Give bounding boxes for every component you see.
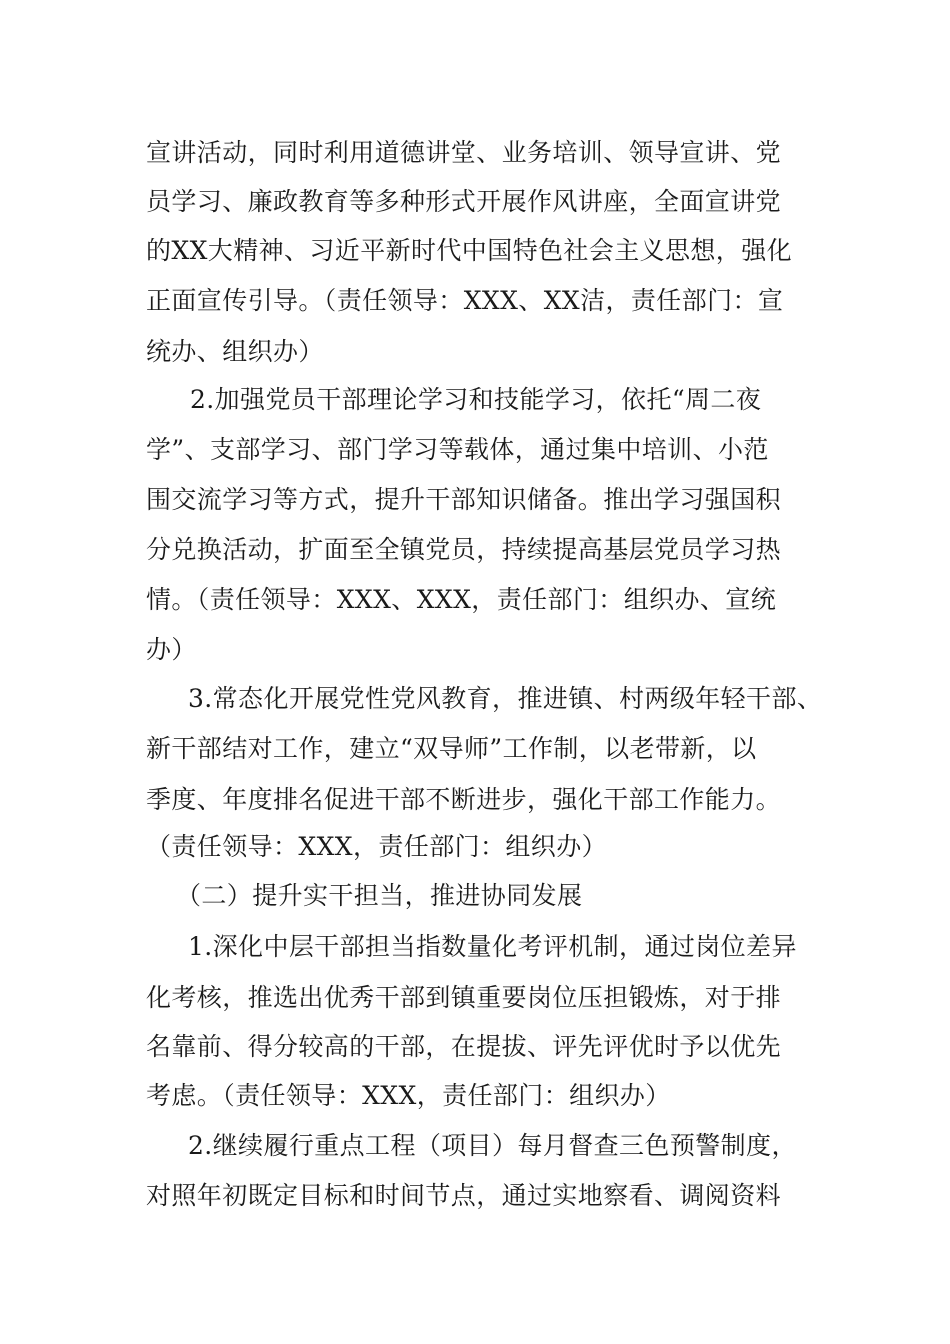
text-line-18: 化考核，推选出优秀干部到镇重要岗位压担锻炼，对于排 [146,983,782,1012]
text-line-6: 2.加强党员干部理论学习和技能学习，依托“周二夜 [190,385,762,414]
text-line-17: 1.深化中层干部担当指数量化考评机制，通过岗位差异 [188,932,797,961]
text-line-1: 宣讲活动，同时利用道德讲堂、业务培训、领导宣讲、党 [146,138,782,167]
text-line-12: 3.常态化开展党性党风教育，推进镇、村两级年轻干部、 [188,684,823,713]
text-line-9: 分兑换活动，扩面至全镇党员，持续提高基层党员学习热 [146,535,782,564]
text-line-2: 员学习、廉政教育等多种形式开展作风讲座，全面宣讲党 [146,187,782,216]
text-line-21: 2.继续履行重点工程（项目）每月督查三色预警制度， [188,1131,797,1160]
text-line-4: 正面宣传引导。（责任领导：XXX、XX洁，责任部门：宣 [146,286,784,315]
text-line-22: 对照年初既定目标和时间节点，通过实地察看、调阅资料 [146,1181,782,1210]
text-line-19: 名靠前、得分较高的干部，在提拔、评先评优时予以优先 [146,1032,782,1061]
text-line-14: 季度、年度排名促进干部不断进步，强化干部工作能力。 [146,785,782,814]
section-heading: （二）提升实干担当，推进协同发展 [176,881,583,910]
text-line-20: 考虑。（责任领导：XXX，责任部门：组织办） [146,1081,671,1110]
text-line-10: 情。（责任领导：XXX、XXX，责任部门：组织办、宣统 [146,585,777,614]
text-line-13: 新干部结对工作，建立“双导师”工作制，以老带新，以 [146,734,757,763]
text-line-5: 统办、组织办） [146,337,324,366]
text-line-11: 办） [146,635,197,664]
text-line-7: 学”、支部学习、部门学习等载体，通过集中培训、小范 [146,435,769,464]
text-line-3: 的XX大精神、习近平新时代中国特色社会主义思想，强化 [146,236,792,265]
text-line-8: 围交流学习等方式，提升干部知识储备。推出学习强国积 [146,485,782,514]
text-line-15: （责任领导：XXX，责任部门：组织办） [146,832,607,861]
